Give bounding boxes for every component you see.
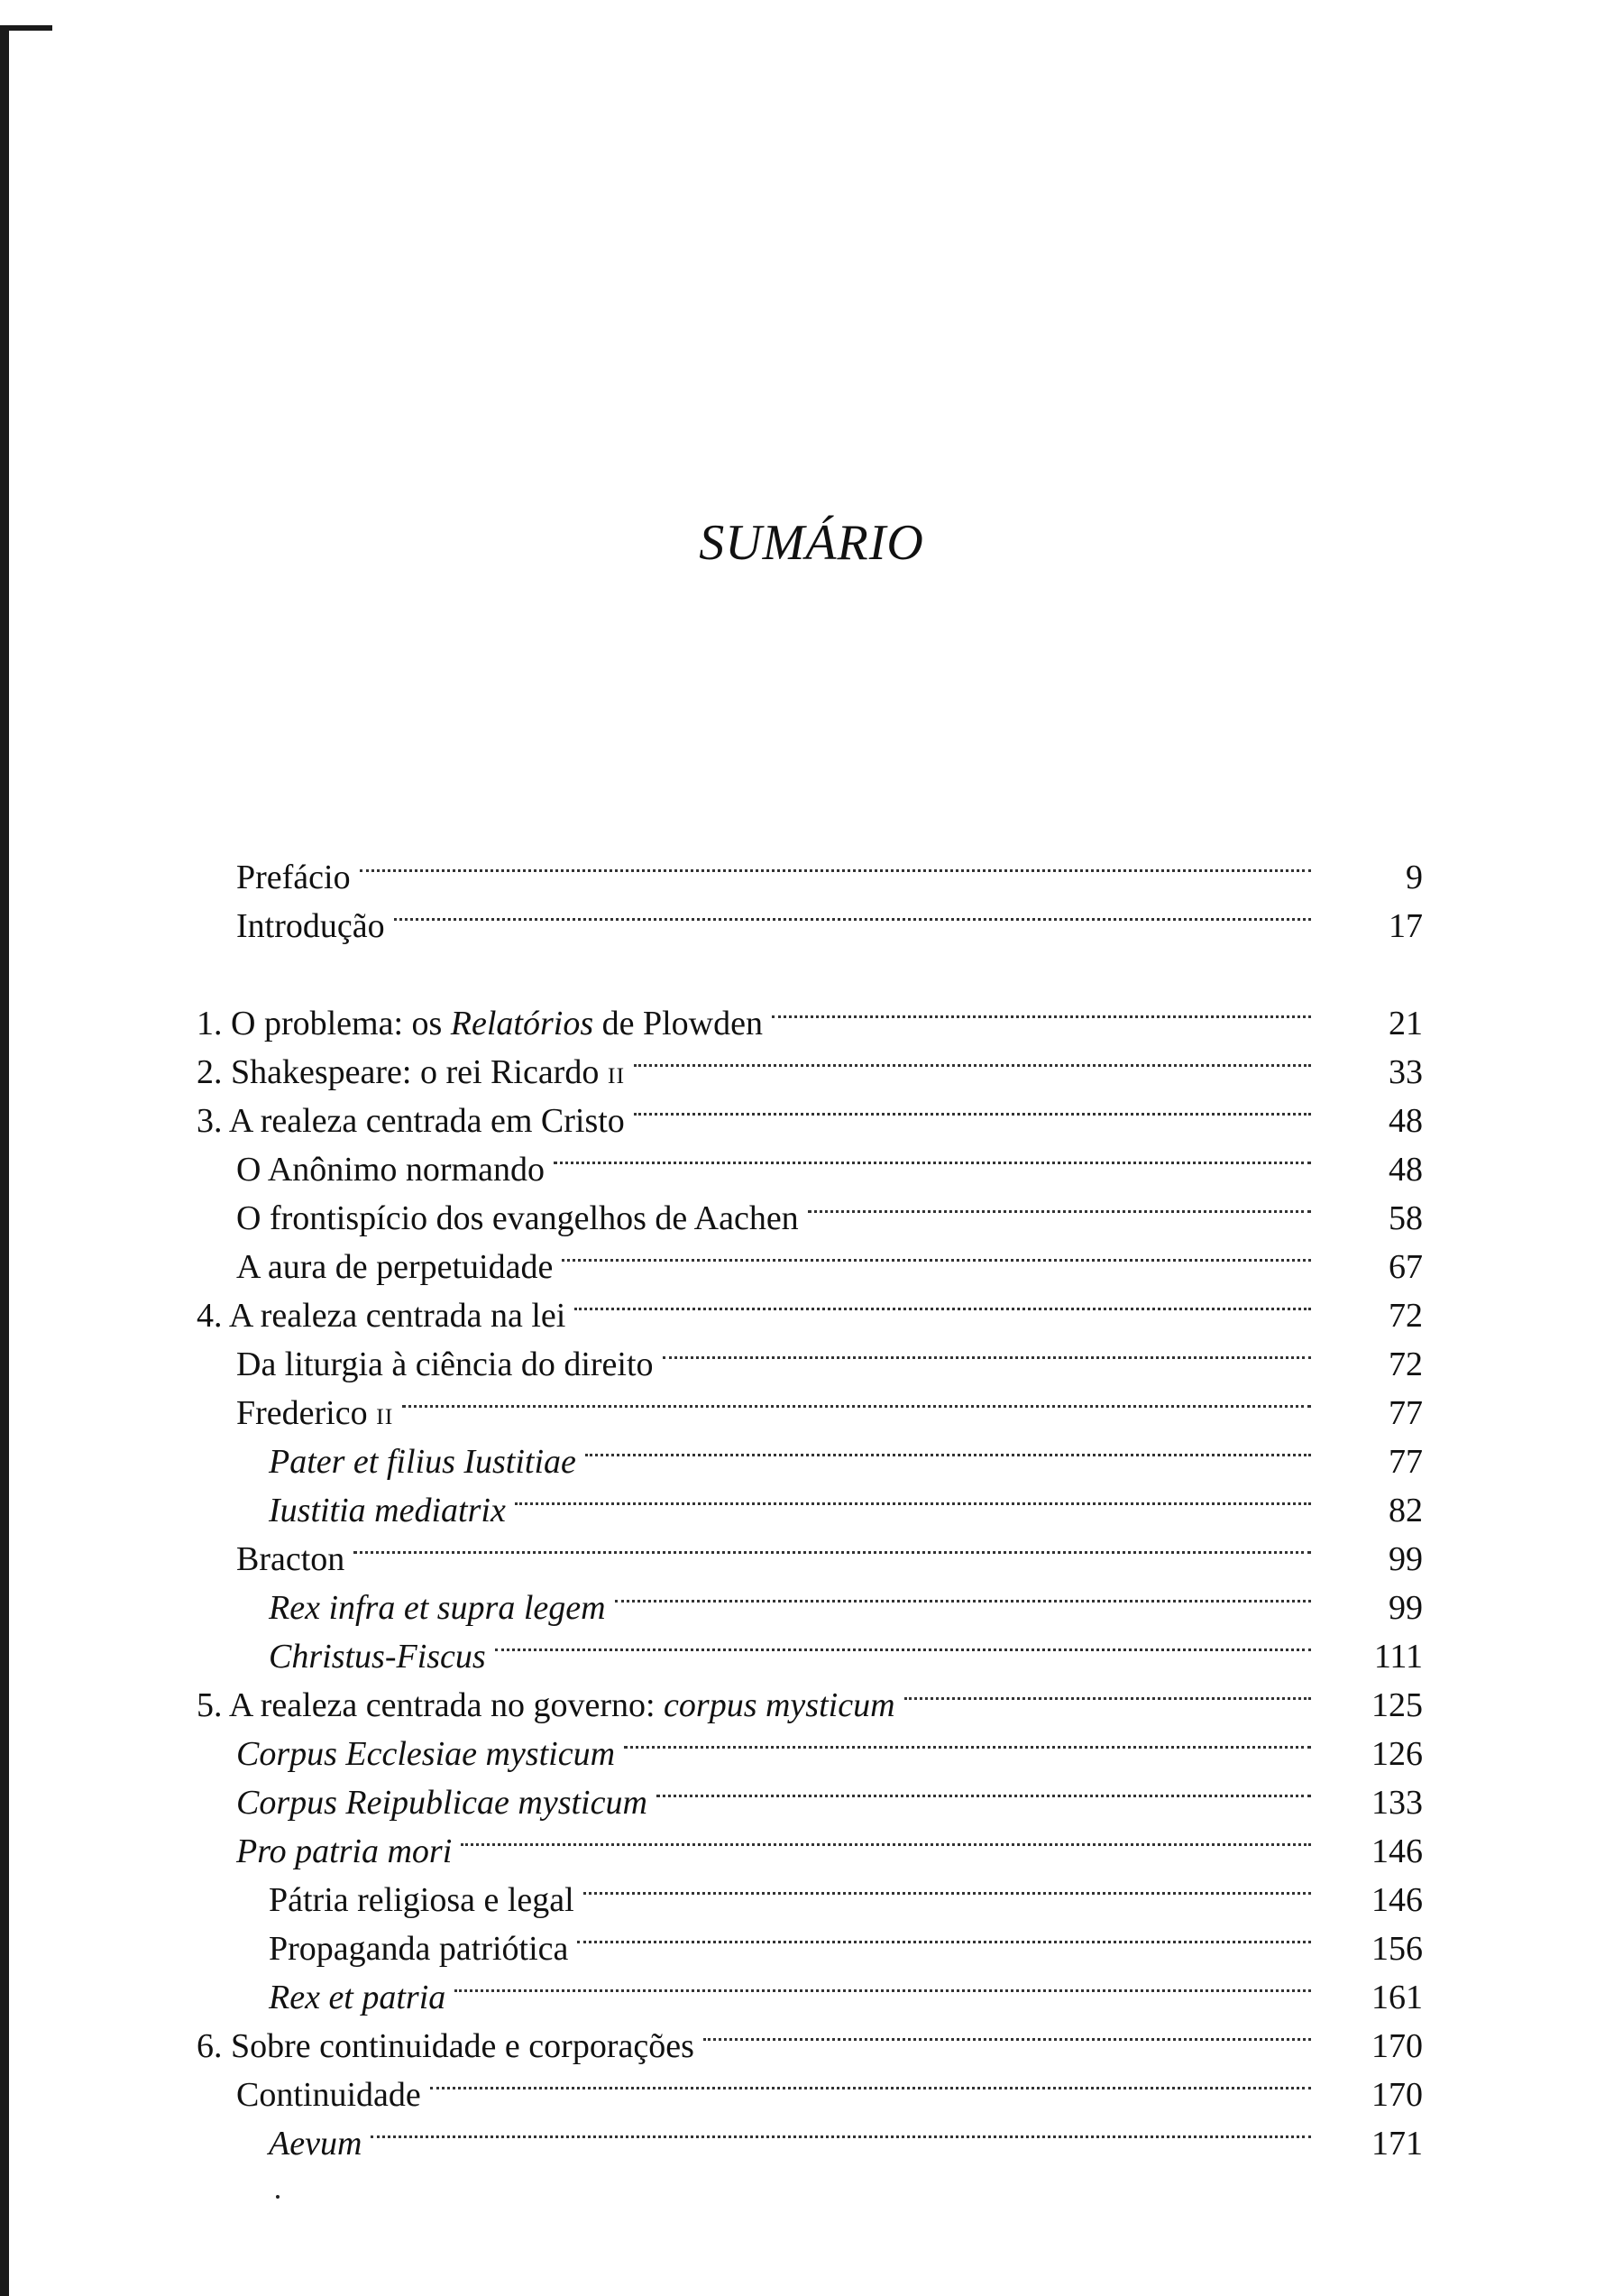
leader-dots xyxy=(461,1843,1311,1846)
toc-entry[interactable] xyxy=(236,2071,1423,2119)
toc-entry[interactable] xyxy=(269,1876,1423,1924)
leader-dots xyxy=(353,1551,1311,1554)
toc-entry-label: Prefácio xyxy=(236,859,351,896)
toc-entry-page: 171 xyxy=(1371,2125,1423,2163)
toc-entry[interactable] xyxy=(197,1097,1423,1145)
toc-entry[interactable] xyxy=(269,2119,1423,2168)
toc-entry-page: 111 xyxy=(1373,1638,1423,1676)
toc-entry[interactable] xyxy=(269,1437,1423,1486)
toc-entry[interactable] xyxy=(236,1778,1423,1827)
toc-entry-label: Christus-Fiscus xyxy=(269,1638,486,1676)
leader-dots xyxy=(515,1502,1311,1505)
toc-entry-page: 77 xyxy=(1389,1443,1423,1481)
leader-dots xyxy=(583,1892,1311,1895)
leader-dots xyxy=(371,2135,1311,2138)
leader-dots xyxy=(430,2087,1311,2089)
leader-dots xyxy=(585,1454,1311,1456)
toc-entry-page: 72 xyxy=(1389,1345,1423,1383)
toc-entry-label: Corpus Reipublicae mysticum xyxy=(236,1784,647,1822)
toc-entry-label: Propaganda patriótica xyxy=(269,1930,569,1968)
toc-entry-label: 5. A realeza centrada no governo: corpus mysticum xyxy=(197,1686,895,1724)
toc-entry-page: 146 xyxy=(1371,1832,1423,1870)
toc-entry-page: 33 xyxy=(1389,1053,1423,1091)
toc-entry-label: Pater et filius Iustitiae xyxy=(269,1443,576,1481)
leader-dots xyxy=(394,918,1311,921)
toc-entry[interactable] xyxy=(236,1243,1423,1291)
toc-entry[interactable] xyxy=(197,2022,1423,2071)
toc-entry[interactable] xyxy=(236,853,1423,902)
toc-entry-page: 161 xyxy=(1371,1979,1423,2016)
leader-dots xyxy=(360,869,1311,872)
page-title: SUMÁRIO xyxy=(699,515,924,571)
toc-entry-label: Rex infra et supra legem xyxy=(269,1589,606,1627)
toc-entry-label: Rex et patria xyxy=(269,1979,446,2016)
leader-dots xyxy=(634,1064,1311,1067)
toc-entry-label: Pátria religiosa e legal xyxy=(269,1881,574,1919)
leader-dots xyxy=(663,1356,1311,1359)
leader-dots xyxy=(904,1697,1311,1700)
toc-entry-label: O frontispício dos evangelhos de Aachen xyxy=(236,1199,799,1237)
leader-dots xyxy=(634,1113,1311,1116)
toc-entry[interactable] xyxy=(236,1194,1423,1243)
toc-entry-label: Continuidade xyxy=(236,2076,421,2114)
toc-entry[interactable] xyxy=(236,902,1423,951)
toc-entry[interactable] xyxy=(236,1730,1423,1778)
toc-entry-label: Frederico II xyxy=(236,1394,394,1432)
toc-entry[interactable] xyxy=(236,1145,1423,1194)
toc-entry-label: Aevum xyxy=(269,2125,362,2163)
toc-entry[interactable] xyxy=(197,1291,1423,1340)
toc-entry-label: 6. Sobre continuidade e corporações xyxy=(197,2027,694,2065)
toc-entry-page: 21 xyxy=(1389,1005,1423,1042)
toc-entry[interactable] xyxy=(269,1584,1423,1632)
toc-entry-page: 170 xyxy=(1371,2076,1423,2114)
toc-entry-page: 156 xyxy=(1371,1930,1423,1968)
toc-entry[interactable] xyxy=(236,1827,1423,1876)
leader-dots xyxy=(454,1989,1311,1992)
leader-dots xyxy=(495,1649,1311,1651)
leader-dots xyxy=(656,1795,1311,1797)
leader-dots xyxy=(562,1259,1311,1262)
leader-dots xyxy=(577,1941,1311,1943)
toc-entry-label: 1. O problema: os Relatórios de Plowden xyxy=(197,1005,763,1042)
toc-entry[interactable] xyxy=(236,1340,1423,1389)
toc-entry[interactable] xyxy=(269,1924,1423,1973)
leader-dots xyxy=(554,1162,1311,1164)
toc-entry[interactable] xyxy=(236,1389,1423,1437)
toc-entry-page: 170 xyxy=(1371,2027,1423,2065)
toc-entry-label: A aura de perpetuidade xyxy=(236,1248,554,1286)
toc-entry-page: 48 xyxy=(1389,1151,1423,1189)
toc-entry-page: 77 xyxy=(1389,1394,1423,1432)
toc-entry-page: 146 xyxy=(1371,1881,1423,1919)
toc-entry-page: 67 xyxy=(1389,1248,1423,1286)
leader-dots xyxy=(624,1746,1311,1749)
toc-entry-page: 99 xyxy=(1389,1589,1423,1627)
scan-edge xyxy=(0,27,9,2296)
toc-entry[interactable] xyxy=(197,999,1423,1048)
toc-entry-label: 3. A realeza centrada em Cristo xyxy=(197,1102,625,1140)
leader-dots xyxy=(772,1015,1311,1018)
toc-entry-page: 126 xyxy=(1371,1735,1423,1773)
toc-entry-page: 48 xyxy=(1389,1102,1423,1140)
leader-dots xyxy=(615,1600,1311,1603)
toc-entry-page: 99 xyxy=(1389,1540,1423,1578)
toc-entry-page: 133 xyxy=(1371,1784,1423,1822)
toc-entry[interactable] xyxy=(269,1486,1423,1535)
toc-entry-page: 58 xyxy=(1389,1199,1423,1237)
toc-entry-page: 9 xyxy=(1406,859,1423,896)
toc-entry-label: Pro patria mori xyxy=(236,1832,453,1870)
toc-entry-page: 72 xyxy=(1389,1297,1423,1335)
toc-entry-page: 82 xyxy=(1389,1492,1423,1529)
toc-entry-label: Introdução xyxy=(236,907,385,945)
toc-entry[interactable] xyxy=(269,1973,1423,2022)
toc-entry[interactable] xyxy=(269,1632,1423,1681)
toc-entry-label: Bracton xyxy=(236,1540,345,1578)
leader-dots xyxy=(808,1210,1311,1213)
toc-entry-label: 4. A realeza centrada na lei xyxy=(197,1297,566,1335)
toc-entry-label: Iustitia mediatrix xyxy=(269,1492,506,1529)
leader-dots xyxy=(402,1405,1311,1408)
stray-mark xyxy=(276,2195,280,2199)
leader-dots xyxy=(574,1308,1311,1310)
toc-entry-label: Corpus Ecclesiae mysticum xyxy=(236,1735,616,1773)
toc-entry-label: O Anônimo normando xyxy=(236,1151,545,1189)
toc-entry-label: Da liturgia à ciência do direito xyxy=(236,1345,654,1383)
toc-entry[interactable] xyxy=(197,1048,1423,1097)
toc-entry-label: 2. Shakespeare: o rei Ricardo II xyxy=(197,1053,626,1091)
toc-entry[interactable] xyxy=(236,1535,1423,1584)
toc-entry[interactable] xyxy=(197,1681,1423,1730)
toc-entry-page: 17 xyxy=(1389,907,1423,945)
leader-dots xyxy=(703,2038,1311,2041)
toc-entry-page: 125 xyxy=(1371,1686,1423,1724)
